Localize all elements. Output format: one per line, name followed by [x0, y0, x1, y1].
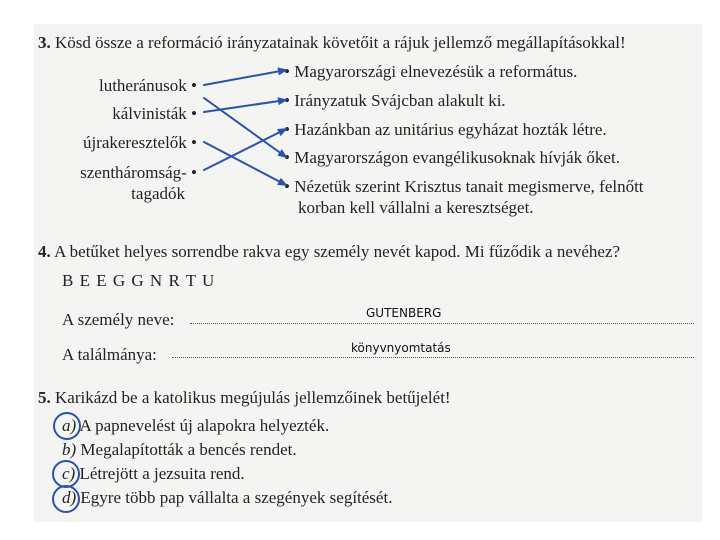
q3-left-item-tagadok: tagadók: [131, 184, 185, 203]
q3-left-item-ujrakeresztelok: újrakeresztelők •: [82, 133, 197, 152]
q4-name-answer: GUTENBERG: [366, 306, 442, 320]
q5-option-d-text: Egyre több pap vállalta a szegények segítését.: [80, 488, 393, 507]
q5-option-a-text: A papnevelést új alapokra helyezték.: [79, 416, 330, 435]
q4-name-label: A személy neve:: [62, 310, 175, 329]
q3-right-item-5: • Nézetük szerint Krisztus tanait megismerve, felnőtt: [284, 177, 644, 196]
q5-option-c-text: Létrejött a jezsuita rend.: [79, 464, 245, 483]
q3-right-item-4: • Magyarországon evangélikusoknak hívják őket.: [284, 148, 620, 167]
q5-prompt: Karikázd be a katolikus megújulás jellemzőinek betűjelét!: [55, 388, 451, 407]
q3-prompt: Kösd össze a reformáció irányzatainak követőit a rájuk jellemző megállapításokkal!: [55, 33, 626, 52]
q4-number: 4.: [38, 242, 51, 261]
q3-number: 3.: [38, 33, 51, 52]
circle-option-d: [53, 486, 79, 512]
q3-right-item-1: • Magyarországi elnevezésük a református.: [284, 62, 578, 81]
q5-option-b-letter: b): [62, 440, 77, 459]
q4-prompt: A betűket helyes sorrendbe rakva egy személy nevét kapod. Mi fűződik a nevéhez?: [54, 242, 621, 261]
q5-option-b-text: Megalapították a bencés rendet.: [80, 440, 297, 459]
q4-invention-answer: könyvnyomtatás: [351, 341, 451, 355]
q3-left-item-szentharomsag: szentháromság- •: [80, 163, 197, 182]
q5-option-d-letter: d): [62, 488, 77, 507]
q4-letters: B E E G G N R T U: [62, 271, 216, 290]
circle-option-a: [54, 413, 80, 439]
q5-option-a-letter: a): [62, 416, 77, 435]
q3-left-item-lutheranusok: lutheránusok •: [98, 76, 197, 95]
q5-number: 5.: [38, 388, 51, 407]
q3-right-item-2: • Irányzatuk Svájcban alakult ki.: [284, 91, 506, 110]
match-arrow-lutheranusok: [204, 70, 286, 85]
q3-left-item-kalvinistak: kálvinisták •: [112, 104, 197, 123]
circle-option-c: [53, 461, 79, 487]
q4-invention-label: A találmánya:: [62, 345, 157, 364]
q3-right-item-5-cont: korban kell vállalni a keresztséget.: [298, 198, 534, 217]
q3-right-item-3: • Hazánkban az unitárius egyházat hozták létre.: [284, 120, 607, 139]
q5-option-c-letter: c): [62, 464, 76, 483]
